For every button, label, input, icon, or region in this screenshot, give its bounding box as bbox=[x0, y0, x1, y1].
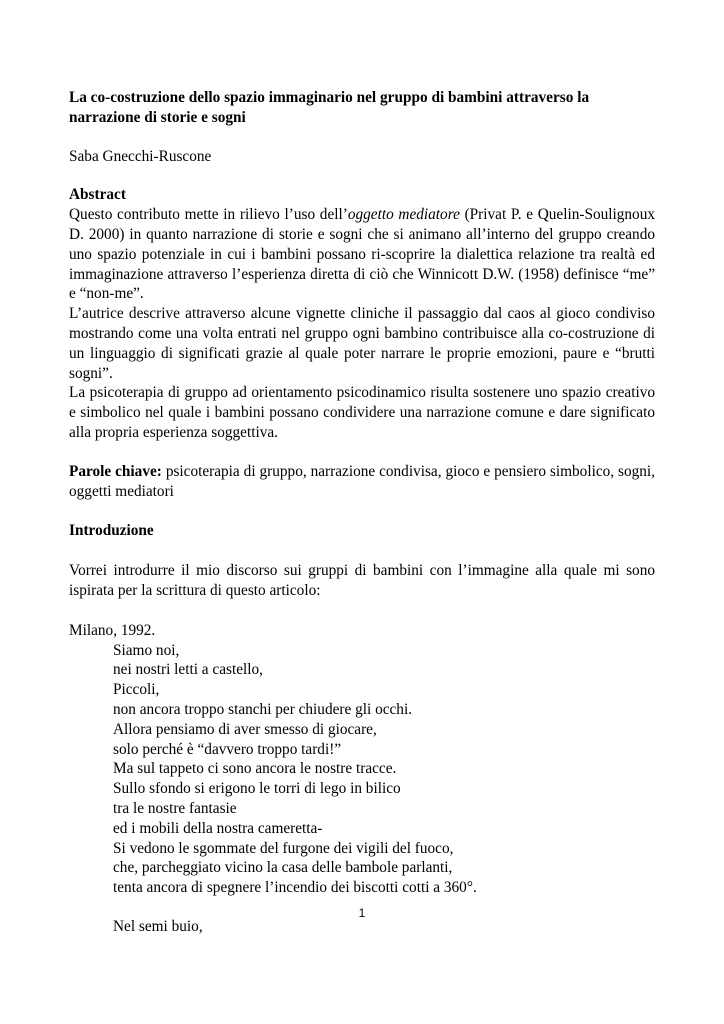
introduction-paragraph: Vorrei introdurre il mio discorso sui gruppi di bambini con l’immagine alla quale mi sono ispirata per la scrittura di questo articolo: bbox=[69, 562, 655, 599]
keywords-label: Parole chiave: bbox=[69, 462, 162, 480]
poem-line: ed i mobili della nostra cameretta- bbox=[113, 819, 323, 837]
poem-line: Sullo sfondo si erigono le torri di lego in bilico bbox=[113, 780, 401, 798]
poem-line: tra le nostre fantasie bbox=[113, 799, 237, 817]
poem-line: solo perché è “davvero troppo tardi!” bbox=[113, 740, 342, 758]
poem-line: Si vedono le sgommate del furgone dei vigili del fuoco, bbox=[113, 839, 454, 857]
poem-line: tenta ancora di spegnere l’incendio dei biscotti cotti a 360°. bbox=[113, 879, 477, 897]
poem-line: nei nostri letti a castello, bbox=[113, 661, 263, 679]
document-page bbox=[69, 88, 655, 937]
poem-continuation: Nel semi buio, bbox=[113, 917, 203, 935]
abstract-paragraph-3: La psicoterapia di gruppo ad orientamento psicodinamico risulta sostenere uno spazio creativo e simbolico nel quale i bambini possano condividere una narrazione comune e dare significato alla propria esperienza soggettiva. bbox=[69, 384, 655, 441]
abstract-heading: Abstract bbox=[69, 186, 126, 204]
keywords-text: psicoterapia di gruppo, narrazione condivisa, gioco e pensiero simbolico, sogni, oggetti mediatori bbox=[69, 462, 656, 500]
poem-line: Siamo noi, bbox=[113, 641, 180, 659]
poem-line: Allora pensiamo di aver smesso di giocare, bbox=[113, 720, 377, 738]
abstract-p1-text-start: Questo contributo mette in rilievo l’uso dell’ bbox=[69, 206, 348, 224]
document-title: La co-costruzione dello spazio immaginario nel gruppo di bambini attraverso la narrazione di storie e sogni bbox=[69, 89, 590, 126]
abstract-paragraph-1 bbox=[69, 205, 655, 304]
poem-line: Piccoli, bbox=[113, 681, 160, 699]
author-name: Saba Gnecchi-Ruscone bbox=[69, 147, 212, 165]
poem-place-date: Milano, 1992. bbox=[69, 621, 156, 639]
abstract-paragraph-2: L’autrice descrive attraverso alcune vignette cliniche il passaggio dal caos al gioco condiviso mostrando come una volta entrati nel gruppo ogni bambino contribuisce alla co-costruzione di un linguaggio di significati grazie al quale poter narrare le proprie emozioni, paure e “brutti sogni”. bbox=[69, 305, 655, 382]
poem-block bbox=[113, 641, 655, 898]
poem-line: Ma sul tappeto ci sono ancora le nostre tracce. bbox=[113, 760, 397, 778]
keywords-paragraph bbox=[69, 462, 655, 502]
introduction-heading: Introduzione bbox=[69, 522, 154, 540]
abstract-p1-text-end: (Privat P. e Quelin-Soulignoux D. 2000) in quanto narrazione di storie e sogni che si animano all’interno del gruppo creando uno spazio potenziale in cui i bambini possano ri-scoprire la dialettica relazione tra realtà ed immaginazione attraverso l’esperienza diretta di ciò che Winnicott D.W. (1958) definisce “me” e “non-me”. bbox=[69, 206, 655, 303]
abstract-p1-italic-term: oggetto mediatore bbox=[347, 206, 460, 224]
poem-line: non ancora troppo stanchi per chiudere gli occhi. bbox=[113, 700, 413, 718]
poem-line: che, parcheggiato vicino la casa delle bambole parlanti, bbox=[113, 859, 453, 877]
page-number: 1 bbox=[358, 906, 366, 920]
